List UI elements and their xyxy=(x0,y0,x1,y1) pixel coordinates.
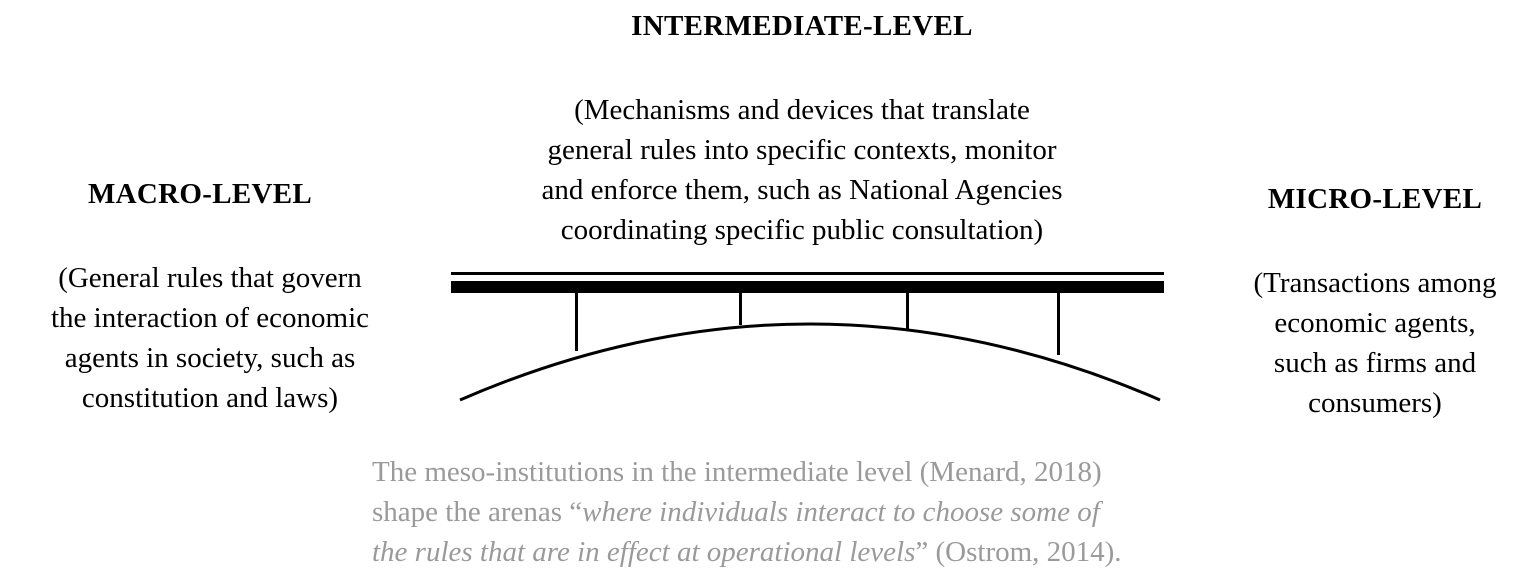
macro-level-heading: MACRO-LEVEL xyxy=(87,178,313,210)
bridge-deck-thick-beam xyxy=(451,281,1164,293)
macro-description-line: constitution and laws) xyxy=(81,382,339,414)
note-text: shape the arenas “ xyxy=(372,496,583,528)
intermediate-description-line: and enforce them, such as National Agencies xyxy=(541,174,1063,206)
note-line xyxy=(372,532,1122,572)
micro-description-line: such as firms and xyxy=(1273,347,1477,379)
intermediate-description-line: general rules into specific contexts, monitor xyxy=(547,134,1057,166)
micro-description-line: consumers) xyxy=(1308,387,1442,419)
macro-description-line: the interaction of economic xyxy=(50,302,370,334)
intermediate-description-line: coordinating specific public consultation) xyxy=(560,214,1044,246)
micro-description-line: economic agents, xyxy=(1274,307,1476,339)
note-citation: ” (Ostrom, 2014). xyxy=(915,536,1122,568)
macro-description-line: (General rules that govern xyxy=(58,262,362,294)
note-line xyxy=(372,492,1122,532)
note-line: The meso-institutions in the intermediate level (Menard, 2018) xyxy=(372,456,1102,488)
meso-institutions-note xyxy=(372,452,1122,572)
micro-description-line: (Transactions among xyxy=(1253,267,1497,299)
ostrom-quote: the rules that are in effect at operational levels xyxy=(372,536,916,568)
intermediate-description-line: (Mechanisms and devices that translate xyxy=(574,94,1030,126)
intermediate-level-heading: INTERMEDIATE-LEVEL xyxy=(631,10,973,42)
micro-level-heading: MICRO-LEVEL xyxy=(1267,183,1483,215)
macro-description-line: agents in society, such as xyxy=(64,342,356,374)
ostrom-quote: where individuals interact to choose some of xyxy=(582,496,1100,528)
bridge-arch xyxy=(460,324,1160,400)
